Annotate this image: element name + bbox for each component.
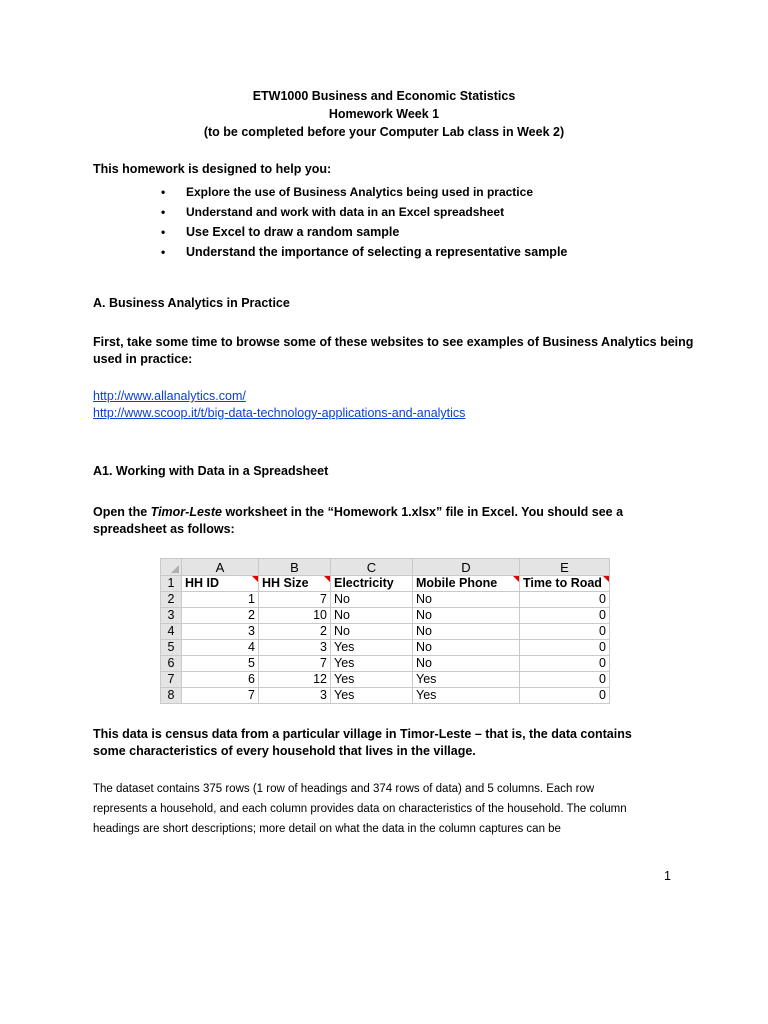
homework-title: Homework Week 1 [328,107,440,121]
table-row: 8 7 3 Yes Yes 0 [161,688,610,704]
table-row: 3 2 10 No No 0 [161,608,610,624]
bullet-icon: • [161,185,166,199]
table-row: 4 3 2 No No 0 [161,624,610,640]
bullet-icon: • [161,225,166,239]
list-item: • Use Excel to draw a random sample [93,222,567,242]
table-row: 5 4 3 Yes No 0 [161,640,610,656]
column-header: C [331,559,413,576]
bullet-icon: • [161,245,166,259]
table-row: 7 6 12 Yes Yes 0 [161,672,610,688]
column-header-row [161,559,610,576]
header-cell: HH Size [259,576,331,592]
spreadsheet-image [160,558,610,704]
table-row: 2 1 7 No No 0 [161,592,610,608]
open-worksheet-paragraph: Open the Timor-Leste worksheet in the “Homework 1.xlsx” file in Excel. You should see a spreadsheet as follows: [93,505,624,536]
section-a-heading: A. Business Analytics in Practice [93,296,290,310]
list-item: • Understand the importance of selecting a representative sample [93,242,567,262]
section-a-paragraph: First, take some time to browse some of these websites to see examples of Business Analytics being used in practice: [93,335,694,366]
intro-text: This homework is designed to help you: [93,162,332,176]
list-item: • Understand and work with data in an Excel spreadsheet [93,202,567,222]
row-number: 1 [161,576,182,592]
objectives-list [93,182,567,262]
course-title: ETW1000 Business and Economic Statistics [252,89,516,103]
column-header: D [413,559,520,576]
bullet-icon: • [161,205,166,219]
list-item: • Explore the use of Business Analytics being used in practice [93,182,567,202]
worksheet-name: Timor-Leste [150,505,222,519]
dataset-paragraph: The dataset contains 375 rows (1 row of headings and 374 rows of data) and 5 columns. Each row represents a household, and each column provides data on characteristics of the household. The column headings are short descriptions; more detail on what the data in the column captures can be [93,783,627,835]
column-header: A [182,559,259,576]
website-links [93,388,465,422]
section-a1-heading: A1. Working with Data in a Spreadsheet [93,464,329,478]
column-header: B [259,559,331,576]
header-cell: Mobile Phone [413,576,520,592]
column-header: E [520,559,610,576]
table-row: 6 5 7 Yes No 0 [161,656,610,672]
document-title [0,87,768,141]
header-cell: Electricity [331,576,413,592]
header-cell: HH ID [182,576,259,592]
homework-subtitle: (to be completed before your Computer Lab class in Week 2) [203,125,565,139]
allanalytics-link[interactable]: http://www.allanalytics.com/ [93,389,246,403]
header-cell: Time to Road [520,576,610,592]
page-number: 1 [664,869,671,883]
select-all-corner [161,559,182,576]
census-paragraph: This data is census data from a particular village in Timor-Leste – that is, the data contains some characteristics of every household that lives in the village. [93,727,632,758]
header-row [161,576,610,592]
scoop-it-link[interactable]: http://www.scoop.it/t/big-data-technology-applications-and-analytics [93,406,466,420]
